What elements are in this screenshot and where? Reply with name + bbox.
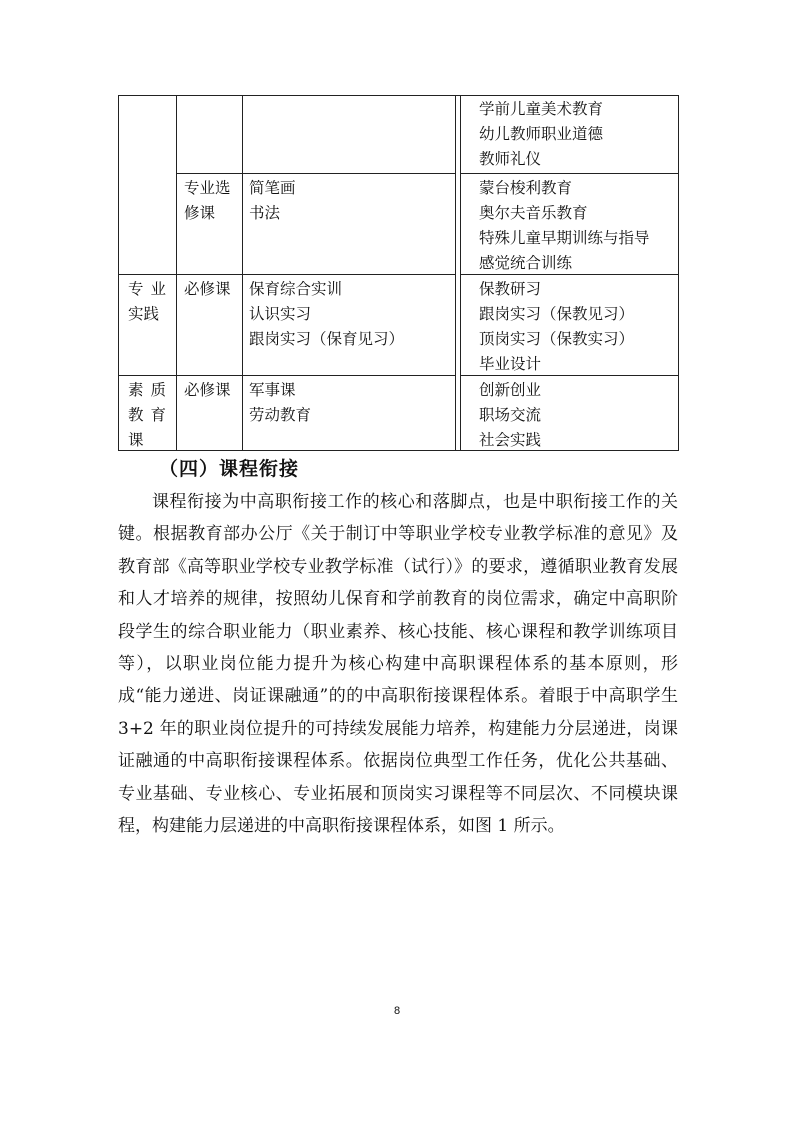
row4-col3-cell: 军事课 劳动教育 [249, 381, 312, 424]
table-top-border [118, 95, 678, 96]
table-right-border [678, 95, 679, 451]
row3-col3-cell: 保育综合实训 认识实习 跟岗实习（保育见习） [249, 280, 405, 348]
row-divider [176, 173, 455, 174]
section-heading: （四）课程衔接 [159, 458, 300, 480]
page-number: 8 [393, 1005, 401, 1017]
curriculum-table [118, 95, 678, 450]
column-divider [242, 95, 243, 451]
table-bottom-border [118, 450, 678, 451]
row2-type-cell: 专业选 修课 [184, 179, 231, 222]
row1-col4-cell: 学前儿童美术教育 幼儿教师职业道德 教师礼仪 [479, 100, 604, 168]
column-divider [176, 95, 177, 451]
row3-category-cell: 专 业 实践 [128, 280, 166, 323]
row-divider [118, 274, 455, 275]
column-divider [455, 95, 456, 451]
row3-col4-cell: 保教研习 跟岗实习（保教见习） 顶岗实习（保教实习） 毕业设计 [479, 280, 635, 373]
row3-type-cell: 必修课 [184, 280, 231, 298]
table-left-border [118, 95, 119, 451]
row-divider [460, 173, 678, 174]
row4-type-cell: 必修课 [184, 381, 231, 399]
row4-col4-cell: 创新创业 职场交流 社会实践 [479, 381, 542, 449]
column-divider [460, 95, 461, 451]
row2-col4-cell: 蒙台梭利教育 奥尔夫音乐教育 特殊儿童早期训练与指导 感觉统合训练 [479, 179, 650, 272]
body-paragraph: 课程衔接为中高职衔接工作的核心和落脚点，也是中职衔接工作的关键。根据教育部办公厅《关于制订中等职业学校专业教学标准的意见》及教育部《高等职业学校专业教学标准（试行）》的要求，遵循职业教育发展和人才培养的规律，按照幼儿保育和学前教育的岗位需求，确定中高职阶段学生的综合职业能力（职业素养、核心技能、核心课程和教学训练项目等），以职业岗位能力提升为核心构建中高职课程体系的基本原则，形成“能力递进、岗证课融通”的的中高职衔接课程体系。着眼于中高职学生 3+2 年的职业岗位提升的可持续发展能力培养，构建能力分层递进，岗课证融通的中高职衔接课程体系。依据岗位典型工作任务，优化公共基础、专业基础、专业核心、专业拓展和顶岗实习课程等不同层次、不同模块课程，构建能力层递进的中高职衔接课程体系，如图 1 所示。 [118, 492, 678, 837]
row4-category-cell: 素 质 教 育 课 [128, 381, 166, 449]
row2-col3-cell: 简笔画 书法 [249, 179, 296, 222]
row-divider [118, 375, 455, 376]
